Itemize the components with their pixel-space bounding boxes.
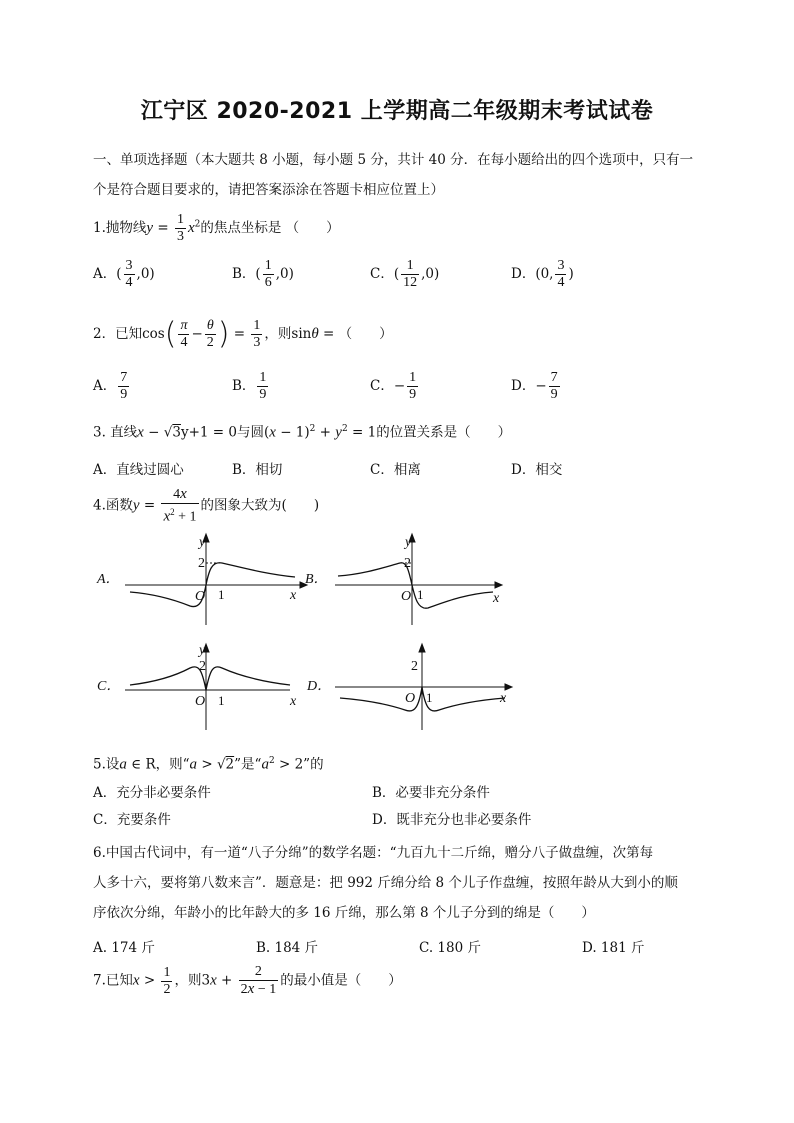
- graph-d-x-label: x: [500, 691, 507, 706]
- q2-option-c: C．− $\frac{1}{9}$: [370, 370, 417, 402]
- question-3: 3. 直线x − √3y+1 = 0与圆$(x - 1)^2 + y^2 = 1$的位置关系是（ ）: [93, 424, 512, 441]
- question-4: 4.函数y = $\frac{4x}{x^2 + 1}$ 的图象大致为( ): [93, 486, 320, 525]
- q6-option-b: B. 184 斤: [256, 940, 319, 956]
- q1-option-b: B．( $\frac{1}{6}$ ,0): [232, 258, 294, 290]
- q6-line2: 人多十六，要将第八数来言”．题意是：把 992 斤绵分给 8 个儿子作盘缠，按照年龄从大到小的顺: [93, 875, 678, 891]
- section-header-line2: 个是符合题目要求的，请把答案添涂在答题卡相应位置上）: [93, 182, 444, 198]
- graph-d-tick-1: 1: [426, 690, 433, 705]
- q2-option-d: D．− $\frac{7}{9}$: [511, 370, 558, 402]
- graph-a-x-label: x: [290, 588, 297, 603]
- q3-option-b: B．相切: [232, 462, 283, 478]
- graph-b-label: B．: [305, 572, 328, 587]
- graph-b-origin: O: [401, 589, 412, 604]
- q5-option-a: A．充分非必要条件: [93, 785, 211, 801]
- graph-b: [335, 534, 502, 625]
- function-graphs: [95, 530, 525, 740]
- question-5: 5.设a ∈ R，则“a > √2”是“$a^2 > 2$”的: [93, 756, 324, 773]
- graph-c-curve: [130, 667, 290, 690]
- q6-option-d: D. 181 斤: [582, 940, 645, 956]
- q1-suffix: 的焦点坐标是 （ ）: [200, 220, 340, 236]
- q3-option-a: A．直线过圆心: [93, 462, 184, 478]
- q5-option-c: C．充要条件: [93, 812, 171, 828]
- q5-option-b: B．必要非充分条件: [372, 785, 490, 801]
- question-2: 2．已知cos( $\frac{\pi}{4}$ − $\frac{\theta}{2}$ ) = $\frac{1}{3}$ ，则sinθ = （ ）: [93, 316, 393, 352]
- graph-b-tick-1: 1: [417, 587, 424, 602]
- graph-c-y-label: y: [199, 643, 206, 658]
- q6-option-c: C. 180 斤: [419, 940, 481, 956]
- q3-option-c: C．相离: [370, 462, 421, 478]
- graph-c: [125, 644, 290, 730]
- graph-d-y-arrow: [419, 644, 425, 652]
- page-title: 江宁区 2020-2021 上学期高二年级期末考试试卷: [140, 99, 654, 124]
- question-1: 1.抛物线y = $\frac{1}{3}$ $x^2$的焦点坐标是 （ ）: [93, 212, 340, 244]
- q5-option-d: D．既非充分也非必要条件: [372, 812, 532, 828]
- graph-d: [335, 644, 512, 730]
- graph-c-label: C．: [97, 679, 121, 694]
- graph-a: [125, 534, 307, 625]
- graph-c-origin: O: [195, 694, 206, 709]
- graph-b-y-label: y: [405, 535, 412, 550]
- graph-a-origin: O: [195, 589, 206, 604]
- q2-option-a: A． $\frac{7}{9}$: [93, 370, 128, 402]
- graph-d-x-arrow: [505, 684, 512, 690]
- q1-prefix: 1.抛物线: [93, 220, 147, 236]
- q1-option-c: C．( $\frac{1}{12}$ ,0): [370, 258, 440, 290]
- graph-d-label: D．: [307, 679, 332, 694]
- graph-c-tick-1: 1: [218, 693, 225, 708]
- q6-option-a: A. 174 斤: [93, 940, 155, 956]
- graph-d-tick-2: 2: [411, 659, 418, 674]
- q6-line3: 序依次分绵，年龄小的比年龄大的多 16 斤绵，那么第 8 个儿子分到的绵是（ ）: [93, 905, 595, 921]
- graph-b-x-arrow: [495, 582, 502, 588]
- q1-option-d: D．(0, $\frac{3}{4}$ ): [511, 258, 574, 290]
- q6-line1: 6.中国古代词中，有一道“八子分绵”的数学名题：“九百九十二斤绵，赠分八子做盘缠，次第每: [93, 845, 654, 861]
- graph-b-tick-2: 2: [404, 556, 411, 571]
- graph-c-tick-2: 2: [199, 659, 206, 674]
- graph-a-label: A．: [97, 572, 120, 587]
- q2-option-b: B． $\frac{1}{9}$: [232, 370, 267, 402]
- q1-option-a: A．( $\frac{3}{4}$ ,0): [93, 258, 155, 290]
- graph-c-x-label: x: [290, 694, 297, 709]
- graph-a-y-label: y: [199, 535, 206, 550]
- graph-a-tick-2: 2: [198, 556, 205, 571]
- graph-b-x-label: x: [493, 591, 500, 606]
- section-header-line1: 一、单项选择题（本大题共 8 小题，每小题 5 分，共计 40 分．在每小题给出的四个选项中，只有一: [93, 152, 694, 168]
- q3-option-d: D．相交: [511, 462, 563, 478]
- graph-d-origin: O: [405, 691, 416, 706]
- question-7: 7.已知x > $\frac{1}{2}$ ，则3x + $\frac{2}{2x - 1}$ 的最小值是（ ）: [93, 964, 402, 997]
- graph-a-tick-1: 1: [218, 587, 225, 602]
